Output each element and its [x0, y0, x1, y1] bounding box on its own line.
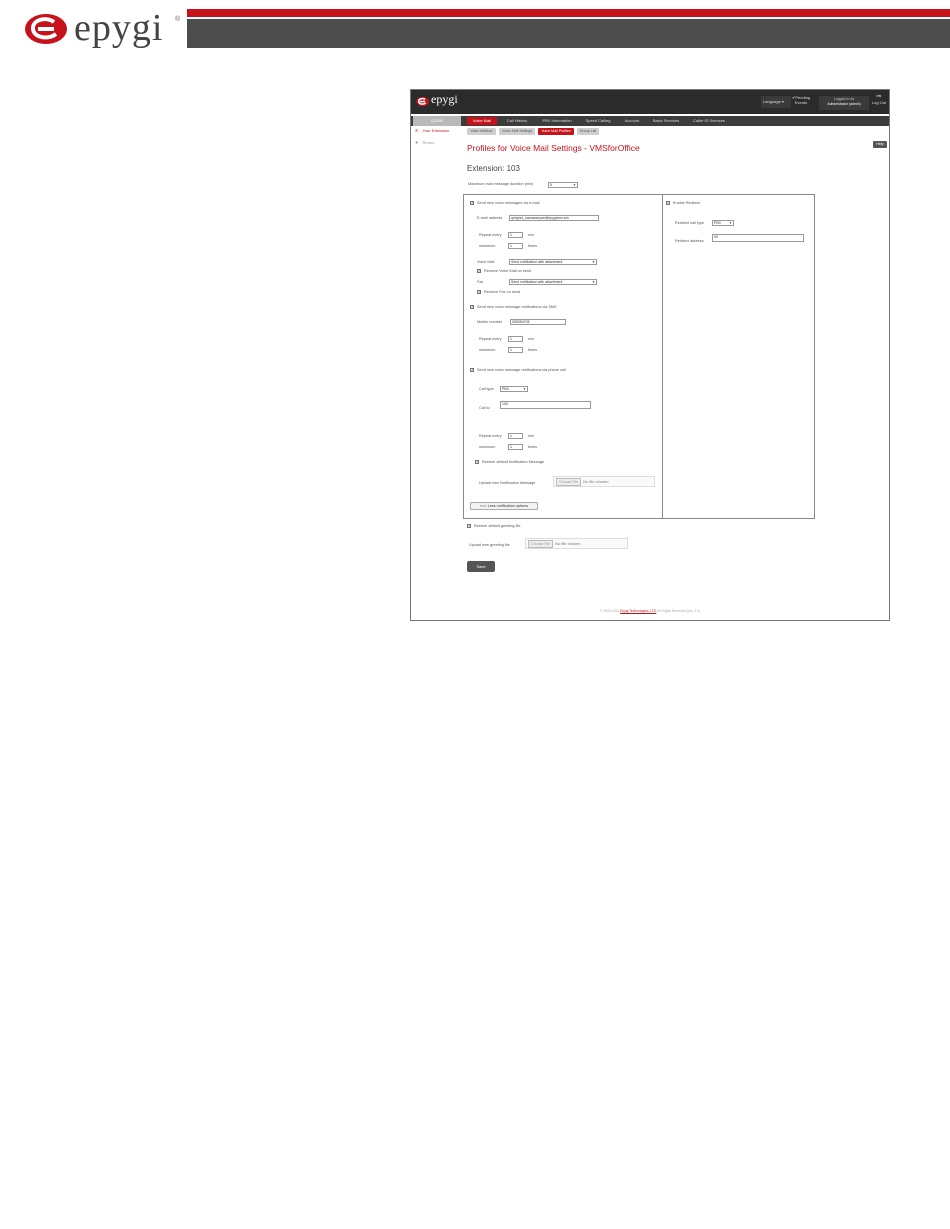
no-file-chosen-text: No file chosen	[583, 479, 609, 484]
notification-options-frame	[463, 194, 663, 519]
footer	[411, 609, 889, 613]
sms-repeat-input[interactable]: 1	[508, 336, 523, 342]
sms-notify-checkbox[interactable]: ✓	[471, 305, 474, 309]
remove-fax-checkbox[interactable]: ✓	[478, 290, 481, 294]
logo-wordmark: epygi	[74, 7, 164, 49]
tab-speed-calling[interactable]: Speed Calling	[585, 118, 611, 123]
sidebar-item-label: Your Extension	[422, 128, 450, 133]
phone-max-unit: times	[528, 445, 538, 449]
email-max-unit: times	[528, 244, 538, 248]
remove-fax-label: Remove Fax on send	[484, 290, 521, 294]
phone-repeat-input[interactable]: 1	[508, 433, 523, 439]
redirect-address-label: Redirect address	[675, 239, 704, 243]
pending-events-line2: Events	[794, 100, 808, 105]
sms-max-unit: times	[528, 348, 538, 352]
language-selector[interactable]: Language ▾	[761, 96, 791, 108]
tab-voice-mail[interactable]: Voice Mail	[467, 117, 497, 125]
email-max-input[interactable]: 1	[508, 243, 523, 249]
enable-redirect-checkbox[interactable]: ✓	[667, 201, 670, 205]
choose-file-button[interactable]: Choose File	[528, 540, 553, 548]
upload-greeting-label: Upload new greeting file	[469, 543, 510, 547]
footer-copyright: © 2006-2014	[600, 609, 620, 613]
subtab-voice-mail-settings[interactable]: Voice Mail Settings	[499, 128, 535, 135]
upload-notification-file[interactable]	[553, 476, 655, 487]
epygi-logo-icon	[416, 96, 430, 107]
choose-file-button[interactable]: Choose File	[556, 478, 581, 486]
email-address-input[interactable]: qshghnl_samasseyan@epygiarm.am	[509, 215, 599, 221]
redirect-call-type-label: Redirect call type	[675, 221, 705, 225]
footer-company-link[interactable]: Epygi Technologies, LTD	[620, 609, 657, 613]
subtab-voice-mailbox[interactable]: Voice Mailbox	[467, 128, 496, 135]
mobile-number-label: Mobile number	[477, 320, 503, 324]
logged-in-user	[819, 96, 869, 110]
logged-in-user-name: Administrator (admin)	[827, 102, 861, 106]
phone-notify-checkbox[interactable]: ✓	[471, 368, 474, 372]
email-notify-label: Send new voice messages via e-mail	[477, 201, 540, 205]
extension-label: Extension: 103	[467, 164, 520, 173]
header-gray-bar	[187, 19, 950, 48]
restore-notification-label: Restore default Notification Message	[482, 460, 545, 464]
sms-notify-label: Send new voice message notifications via SMS	[477, 305, 557, 309]
max-duration-label: Maximum mail message duration (min)	[468, 182, 534, 186]
email-repeat-unit: min	[528, 233, 535, 237]
app-logo-wordmark: epygi	[431, 92, 458, 106]
redirect-address-input[interactable]: 00	[712, 234, 804, 242]
sms-repeat-label: Repeat every	[479, 337, 502, 341]
language-label: Language	[763, 99, 781, 104]
email-address-label: E-mail address	[477, 216, 503, 220]
voicemail-label: Voice Mail	[477, 260, 495, 264]
redirect-call-type-select[interactable]: PBX ▼	[712, 220, 734, 226]
footer-rights: All Rights Reserved (rev. 4.0)	[657, 609, 700, 613]
upload-notification-label: Upload new Notification Message	[479, 481, 536, 485]
remove-voicemail-checkbox[interactable]: ✓	[478, 269, 481, 273]
max-duration-select[interactable]: 5 ▼	[548, 182, 578, 188]
email-notify-checkbox[interactable]: ✓	[471, 201, 474, 205]
restore-greeting-label: Restore default greeting file	[474, 524, 521, 528]
logout-icon: ⇨	[876, 94, 882, 100]
phone-icon: ✆	[415, 128, 419, 133]
tab-pbx-information[interactable]: PBX Information	[542, 118, 572, 123]
app-top-bar	[411, 90, 889, 114]
call-type-label: Call type	[479, 387, 494, 391]
tab-caller-id-services[interactable]: Caller ID Services	[692, 118, 725, 123]
header-red-bar	[187, 9, 950, 17]
email-repeat-input[interactable]: 1	[508, 232, 523, 238]
phone-repeat-label: Repeat every	[479, 434, 502, 438]
call-to-input[interactable]: 100	[500, 401, 591, 409]
subtab-voice-mail-profiles[interactable]: Voice Mail Profiles	[538, 128, 574, 135]
return-icon: ✚	[415, 140, 419, 145]
document-logo	[24, 8, 184, 48]
call-to-label: Call to	[479, 406, 490, 410]
enable-redirect-label: Enable Redirect	[673, 201, 701, 205]
pending-events-line1: ✔Pending	[792, 95, 811, 100]
email-max-label: maximum	[479, 244, 496, 248]
sms-max-label: maximum	[479, 348, 496, 352]
sidebar-item-return[interactable]	[415, 140, 435, 145]
logout-button[interactable]	[870, 95, 888, 105]
upload-greeting-file[interactable]	[525, 538, 628, 549]
logout-label: Log Out	[871, 100, 887, 105]
epygi-logo-icon	[24, 12, 70, 46]
app-screenshot	[410, 89, 890, 621]
subtab-group-list[interactable]: Group List	[577, 128, 599, 135]
restore-notification-checkbox[interactable]: ✓	[476, 460, 479, 464]
registered-mark: ®	[175, 16, 181, 23]
phone-notify-label: Send new voice message notifications via phone call	[477, 368, 566, 372]
voicemail-select[interactable]: Send notification with attachment ▼	[509, 259, 597, 265]
pending-events-button[interactable]	[792, 95, 810, 105]
phone-repeat-unit: min	[528, 434, 535, 438]
tab-basic-services[interactable]: Basic Services	[652, 118, 680, 123]
tab-account[interactable]: Account	[624, 118, 640, 123]
restore-greeting-checkbox[interactable]: ✓	[468, 524, 471, 528]
save-button[interactable]: Save	[467, 561, 495, 572]
page-title: Profiles for Voice Mail Settings - VMSforOffice	[467, 143, 640, 153]
phone-max-input[interactable]: 1	[508, 444, 523, 450]
remove-voicemail-label: Remove Voice Mail on send	[484, 269, 532, 273]
tab-call-history[interactable]: Call History	[506, 118, 528, 123]
call-type-select[interactable]: PBX ▼	[500, 386, 528, 392]
fax-label: Fax	[477, 280, 484, 284]
sms-max-input[interactable]: 1	[508, 347, 523, 353]
fax-select[interactable]: Send notification with attachment ▼	[509, 279, 597, 285]
sidebar-item-your-extension[interactable]	[415, 128, 449, 133]
email-repeat-label: Repeat every	[479, 233, 502, 237]
less-options-button[interactable]: <<< Less notification options	[470, 502, 538, 510]
logged-in-label: Logged In As	[833, 97, 855, 101]
no-file-chosen-text: No file chosen	[555, 541, 581, 546]
help-button[interactable]: Help	[873, 141, 887, 148]
phone-max-label: maximum	[479, 445, 496, 449]
sidebar-item-label: Return	[422, 140, 435, 145]
quickstart-label: QS300	[413, 116, 461, 126]
mobile-number-input[interactable]: 055354705	[510, 319, 566, 325]
sms-repeat-unit: min	[528, 337, 535, 341]
